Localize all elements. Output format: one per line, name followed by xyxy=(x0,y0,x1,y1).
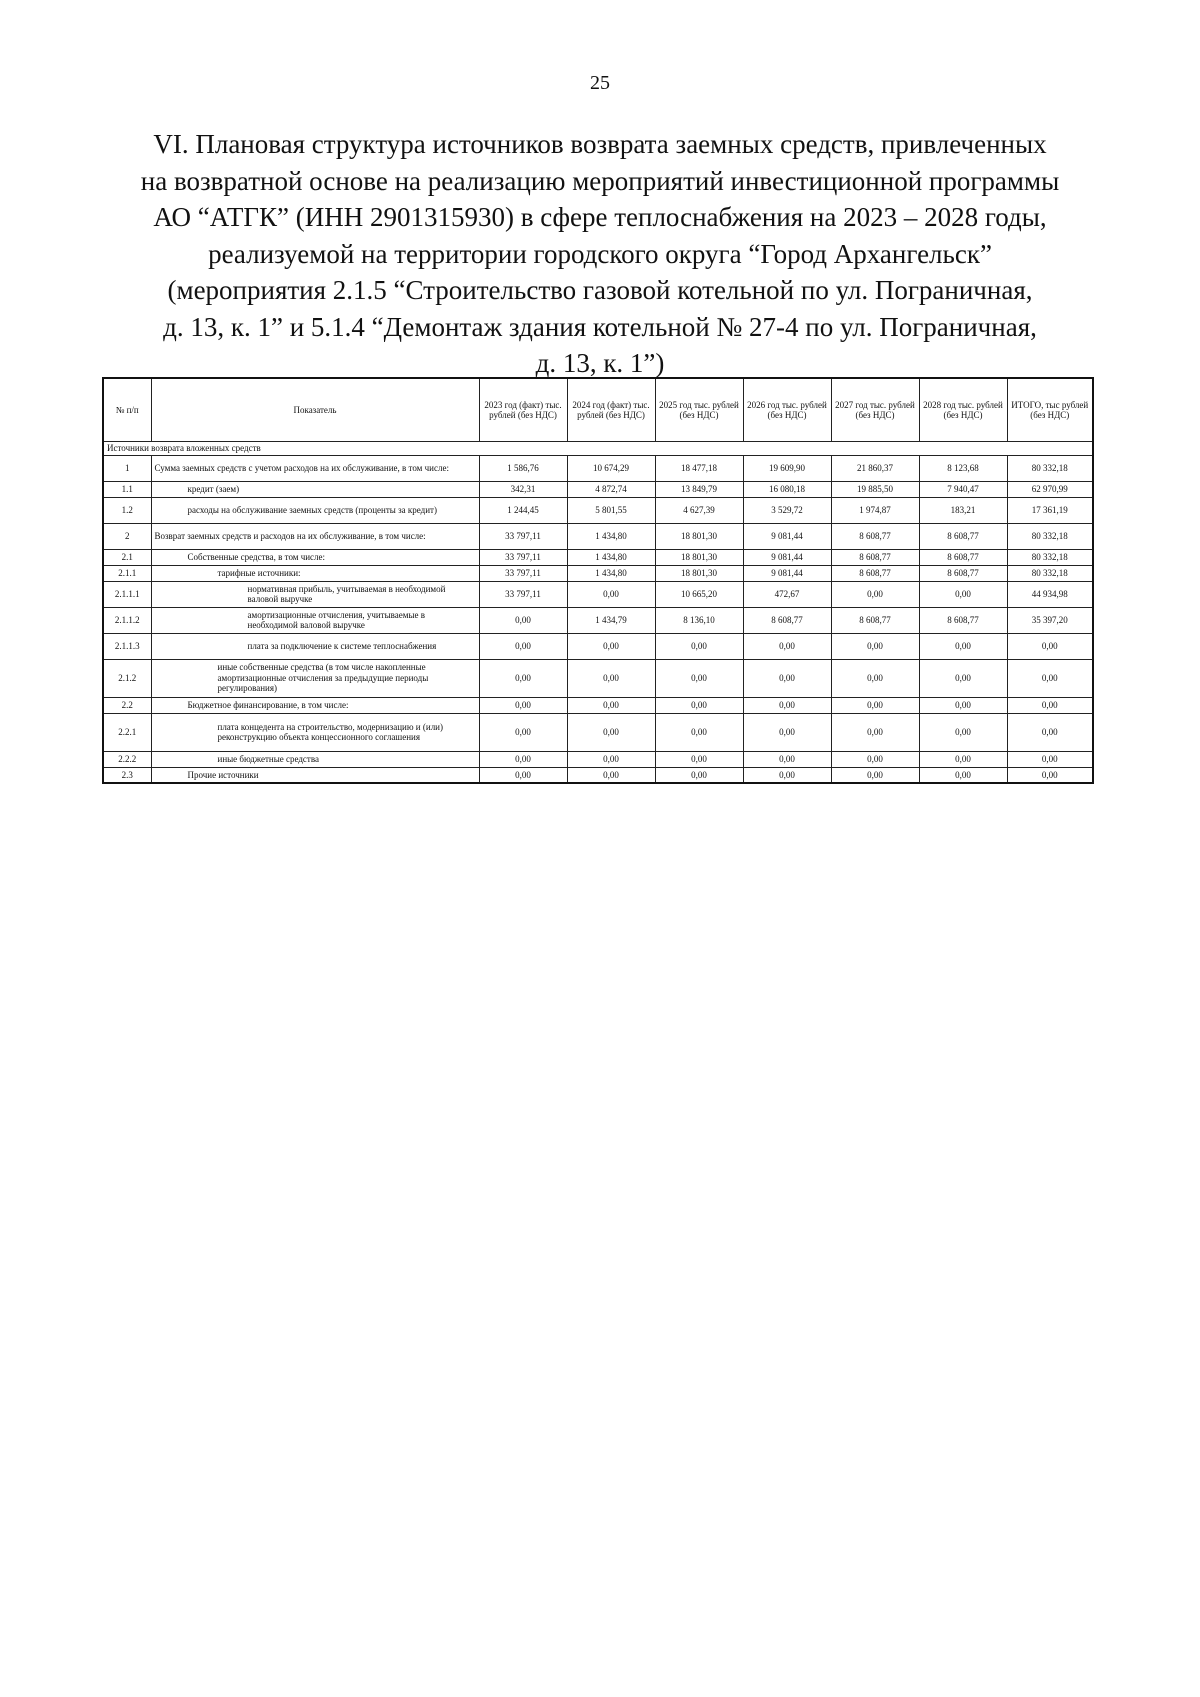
title-line: реализуемой на территории городского округа “Город Архангельск” xyxy=(208,238,992,269)
value-cell: 44 934,98 xyxy=(1007,581,1093,607)
value-cell: 0,00 xyxy=(479,607,567,633)
value-cell: 0,00 xyxy=(1007,751,1093,767)
value-cell: 80 332,18 xyxy=(1007,523,1093,549)
value-cell: 19 885,50 xyxy=(831,481,919,497)
value-cell: 0,00 xyxy=(479,767,567,783)
value-cell: 0,00 xyxy=(1007,767,1093,783)
row-indicator: плата за подключение к системе теплоснабжения xyxy=(151,633,479,659)
table-row xyxy=(103,497,1093,523)
value-cell: 0,00 xyxy=(655,633,743,659)
value-cell: 33 797,11 xyxy=(479,565,567,581)
column-header: 2025 год тыс. рублей (без НДС) xyxy=(655,378,743,442)
value-cell: 0,00 xyxy=(919,581,1007,607)
value-cell: 80 332,18 xyxy=(1007,455,1093,481)
value-cell: 0,00 xyxy=(567,633,655,659)
value-cell: 0,00 xyxy=(831,697,919,713)
table-row xyxy=(103,713,1093,751)
row-indicator: тарифные источники: xyxy=(151,565,479,581)
value-cell: 33 797,11 xyxy=(479,581,567,607)
column-header: 2026 год тыс. рублей (без НДС) xyxy=(743,378,831,442)
value-cell: 62 970,99 xyxy=(1007,481,1093,497)
value-cell: 8 608,77 xyxy=(743,607,831,633)
value-cell: 7 940,47 xyxy=(919,481,1007,497)
title-line: д. 13, к. 1”) xyxy=(535,348,665,378)
value-cell: 8 608,77 xyxy=(919,523,1007,549)
row-indicator: Бюджетное финансирование, в том числе: xyxy=(151,697,479,713)
value-cell: 10 665,20 xyxy=(655,581,743,607)
row-number: 1.1 xyxy=(103,481,151,497)
value-cell: 0,00 xyxy=(479,751,567,767)
table-row xyxy=(103,455,1093,481)
value-cell: 0,00 xyxy=(743,659,831,697)
value-cell: 18 801,30 xyxy=(655,549,743,565)
section-row xyxy=(103,442,1093,456)
table-row xyxy=(103,523,1093,549)
title-line: АО “АТГК” (ИНН 2901315930) в сфере теплоснабжения на 2023 – 2028 годы, xyxy=(153,202,1047,232)
value-cell: 0,00 xyxy=(655,713,743,751)
title-line: д. 13, к. 1” и 5.1.4 “Демонтаж здания котельной № 27-4 по ул. Пограничная, xyxy=(163,311,1037,342)
value-cell: 8 608,77 xyxy=(831,607,919,633)
value-cell: 0,00 xyxy=(831,581,919,607)
value-cell: 0,00 xyxy=(831,713,919,751)
value-cell: 0,00 xyxy=(919,751,1007,767)
value-cell: 0,00 xyxy=(743,767,831,783)
value-cell: 3 529,72 xyxy=(743,497,831,523)
row-number: 2.1.1.3 xyxy=(103,633,151,659)
value-cell: 21 860,37 xyxy=(831,455,919,481)
table-row xyxy=(103,751,1093,767)
row-indicator: иные бюджетные средства xyxy=(151,751,479,767)
value-cell: 0,00 xyxy=(743,713,831,751)
table-row xyxy=(103,767,1093,783)
row-indicator: Сумма заемных средств с учетом расходов на их обслуживание, в том числе: xyxy=(151,455,479,481)
value-cell: 18 801,30 xyxy=(655,523,743,549)
table-row xyxy=(103,659,1093,697)
value-cell: 8 123,68 xyxy=(919,455,1007,481)
value-cell: 9 081,44 xyxy=(743,549,831,565)
value-cell: 0,00 xyxy=(1007,633,1093,659)
row-number: 2.2.1 xyxy=(103,713,151,751)
table-row xyxy=(103,607,1093,633)
value-cell: 17 361,19 xyxy=(1007,497,1093,523)
value-cell: 1 244,45 xyxy=(479,497,567,523)
value-cell: 33 797,11 xyxy=(479,549,567,565)
row-number: 2.3 xyxy=(103,767,151,783)
value-cell: 35 397,20 xyxy=(1007,607,1093,633)
row-number: 2.1.1 xyxy=(103,565,151,581)
value-cell: 1 434,80 xyxy=(567,523,655,549)
value-cell: 0,00 xyxy=(919,633,1007,659)
value-cell: 0,00 xyxy=(831,659,919,697)
value-cell: 1 434,80 xyxy=(567,565,655,581)
column-header: Показатель xyxy=(151,378,479,442)
value-cell: 8 608,77 xyxy=(831,549,919,565)
value-cell: 5 801,55 xyxy=(567,497,655,523)
table-header-row xyxy=(103,378,1093,442)
table-row xyxy=(103,565,1093,581)
value-cell: 8 608,77 xyxy=(919,607,1007,633)
value-cell: 0,00 xyxy=(567,581,655,607)
value-cell: 8 136,10 xyxy=(655,607,743,633)
document-title xyxy=(120,126,1080,382)
value-cell: 1 434,79 xyxy=(567,607,655,633)
value-cell: 80 332,18 xyxy=(1007,565,1093,581)
row-number: 2.1.1.1 xyxy=(103,581,151,607)
column-header: 2028 год тыс. рублей (без НДС) xyxy=(919,378,1007,442)
value-cell: 0,00 xyxy=(479,659,567,697)
table-row xyxy=(103,549,1093,565)
value-cell: 0,00 xyxy=(1007,659,1093,697)
value-cell: 4 872,74 xyxy=(567,481,655,497)
row-number: 2.1.1.2 xyxy=(103,607,151,633)
row-indicator: нормативная прибыль, учитываемая в необходимой валовой выручке xyxy=(151,581,479,607)
title-line: на возвратной основе на реализацию мероприятий инвестиционной программы xyxy=(140,165,1060,196)
row-indicator: амортизационные отчисления, учитываемые в необходимой валовой выручке xyxy=(151,607,479,633)
sources-table xyxy=(102,377,1094,784)
value-cell: 183,21 xyxy=(919,497,1007,523)
value-cell: 33 797,11 xyxy=(479,523,567,549)
value-cell: 0,00 xyxy=(1007,713,1093,751)
value-cell: 8 608,77 xyxy=(831,523,919,549)
value-cell: 9 081,44 xyxy=(743,523,831,549)
page-number: 25 xyxy=(590,72,610,94)
column-header: 2023 год (факт) тыс. рублей (без НДС) xyxy=(479,378,567,442)
value-cell: 4 627,39 xyxy=(655,497,743,523)
section-label: Источники возврата вложенных средств xyxy=(103,442,1093,456)
title-line: (мероприятия 2.1.5 “Строительство газовой котельной по ул. Пограничная, xyxy=(167,275,1033,305)
row-indicator: расходы на обслуживание заемных средств (проценты за кредит) xyxy=(151,497,479,523)
value-cell: 0,00 xyxy=(655,659,743,697)
value-cell: 0,00 xyxy=(567,659,655,697)
value-cell: 0,00 xyxy=(655,697,743,713)
value-cell: 1 434,80 xyxy=(567,549,655,565)
value-cell: 0,00 xyxy=(479,713,567,751)
row-number: 1.2 xyxy=(103,497,151,523)
value-cell: 18 477,18 xyxy=(655,455,743,481)
row-indicator: иные собственные средства (в том числе накопленные амортизационные отчисления за предыдущие периоды регулирования) xyxy=(151,659,479,697)
value-cell: 0,00 xyxy=(919,767,1007,783)
column-header: 2027 год тыс. рублей (без НДС) xyxy=(831,378,919,442)
value-cell: 0,00 xyxy=(479,633,567,659)
row-number: 2.2.2 xyxy=(103,751,151,767)
row-number: 1 xyxy=(103,455,151,481)
value-cell: 0,00 xyxy=(567,767,655,783)
value-cell: 0,00 xyxy=(1007,697,1093,713)
value-cell: 18 801,30 xyxy=(655,565,743,581)
column-header: № п/п xyxy=(103,378,151,442)
value-cell: 1 974,87 xyxy=(831,497,919,523)
column-header: ИТОГО, тыс рублей (без НДС) xyxy=(1007,378,1093,442)
value-cell: 0,00 xyxy=(655,751,743,767)
value-cell: 342,31 xyxy=(479,481,567,497)
row-number: 2.1 xyxy=(103,549,151,565)
row-indicator: кредит (заем) xyxy=(151,481,479,497)
value-cell: 8 608,77 xyxy=(831,565,919,581)
value-cell: 0,00 xyxy=(831,751,919,767)
value-cell: 8 608,77 xyxy=(919,565,1007,581)
value-cell: 0,00 xyxy=(919,659,1007,697)
row-indicator: плата концедента на строительство, модернизацию и (или) реконструкцию объекта концессионного соглашения xyxy=(151,713,479,751)
table-row xyxy=(103,697,1093,713)
value-cell: 80 332,18 xyxy=(1007,549,1093,565)
column-header: 2024 год (факт) тыс. рублей (без НДС) xyxy=(567,378,655,442)
table-row xyxy=(103,481,1093,497)
value-cell: 1 586,76 xyxy=(479,455,567,481)
value-cell: 0,00 xyxy=(831,767,919,783)
value-cell: 0,00 xyxy=(567,697,655,713)
value-cell: 0,00 xyxy=(567,713,655,751)
value-cell: 0,00 xyxy=(743,633,831,659)
row-number: 2.1.2 xyxy=(103,659,151,697)
value-cell: 0,00 xyxy=(831,633,919,659)
value-cell: 13 849,79 xyxy=(655,481,743,497)
value-cell: 0,00 xyxy=(743,697,831,713)
value-cell: 0,00 xyxy=(919,713,1007,751)
title-line: VI. Плановая структура источников возврата заемных средств, привлеченных xyxy=(153,129,1047,159)
row-indicator: Прочие источники xyxy=(151,767,479,783)
table-row xyxy=(103,581,1093,607)
value-cell: 0,00 xyxy=(919,697,1007,713)
value-cell: 0,00 xyxy=(567,751,655,767)
row-number: 2 xyxy=(103,523,151,549)
value-cell: 19 609,90 xyxy=(743,455,831,481)
value-cell: 472,67 xyxy=(743,581,831,607)
row-indicator: Возврат заемных средств и расходов на их обслуживание, в том числе: xyxy=(151,523,479,549)
value-cell: 0,00 xyxy=(479,697,567,713)
value-cell: 9 081,44 xyxy=(743,565,831,581)
value-cell: 0,00 xyxy=(655,767,743,783)
value-cell: 8 608,77 xyxy=(919,549,1007,565)
table-row xyxy=(103,633,1093,659)
row-number: 2.2 xyxy=(103,697,151,713)
row-indicator: Собственные средства, в том числе: xyxy=(151,549,479,565)
value-cell: 10 674,29 xyxy=(567,455,655,481)
value-cell: 0,00 xyxy=(743,751,831,767)
value-cell: 16 080,18 xyxy=(743,481,831,497)
